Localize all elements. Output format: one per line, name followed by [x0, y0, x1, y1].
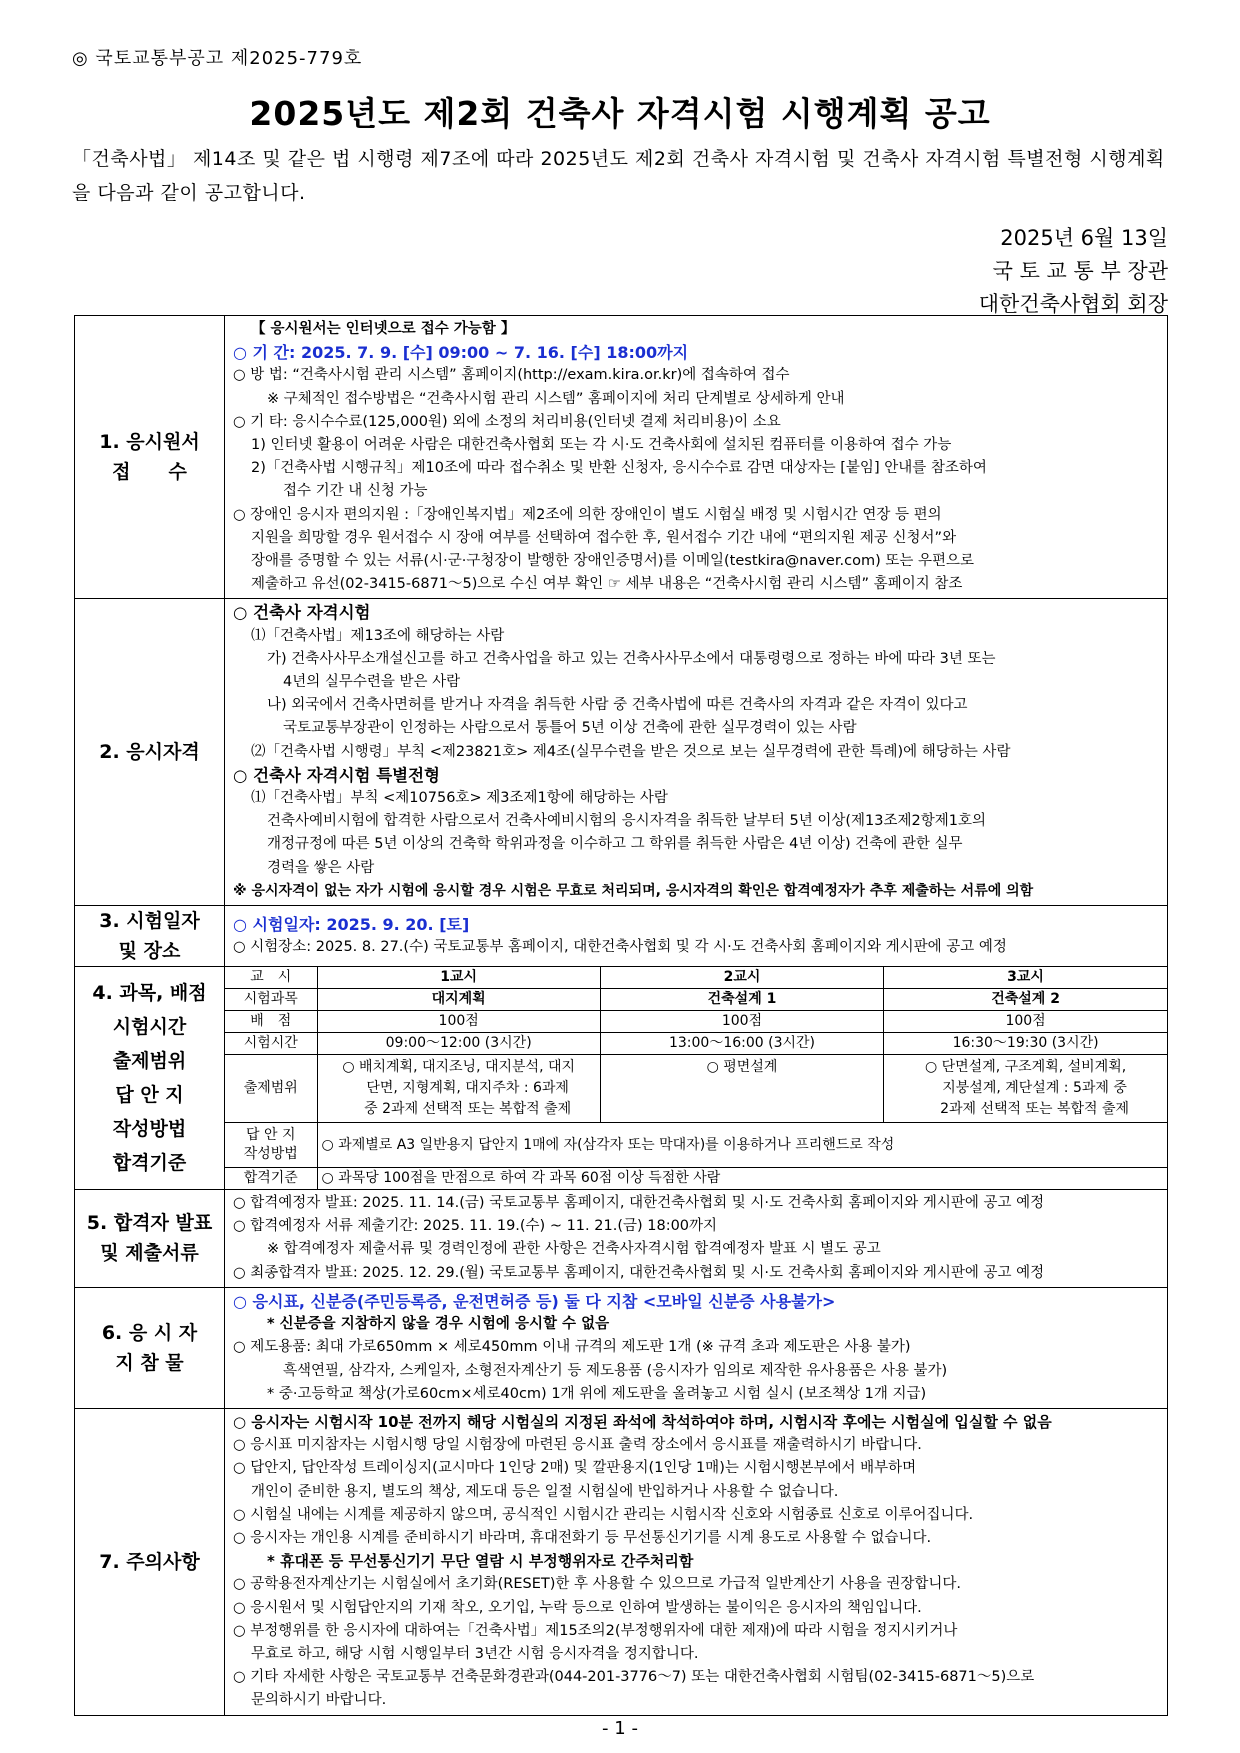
- table-cell: 건축설계 2: [884, 989, 1167, 1011]
- text-line: ○ 시험일자: 2025. 9. 20. [토]: [233, 914, 470, 934]
- text-line: ○ 장애인 응시자 편의지원 :「장애인복지법」제2조에 의한 장애인이 별도 시험실 배정 및 시험시간 연장 등 편의: [233, 506, 942, 523]
- text-line: 흑색연필, 삼각자, 스케일자, 소형전자계산기 등 제도용품 (응시자가 임의로 제작한 유사용품은 사용 불가): [283, 1362, 948, 1379]
- row-header: 배 점: [225, 1011, 317, 1033]
- text-line: ⑴「건축사법」제13조에 해당하는 사람: [251, 627, 505, 644]
- text-line: * 중·고등학교 책상(가로60cm×세로40cm) 1개 위에 제도판을 올려놓고 시험 실시 (보조책상 1개 지급): [267, 1385, 927, 1402]
- issuer-association: 대한건축사협회 회장: [978, 292, 1168, 316]
- text-line: 장애를 증명할 수 있는 서류(시·군·구청장이 발행한 장애인증명서)를 이메일(testkira@naver.com) 또는 우편으로: [251, 553, 974, 570]
- table-row: [225, 1123, 1167, 1168]
- section-label: 4. 과목, 배점 시험시간 출제범위 답 안 지 작성방법 합격기준: [75, 967, 225, 1190]
- row-header: 교 시: [225, 967, 317, 989]
- table-row: [225, 1055, 1167, 1123]
- text-line: ○ 기 간: 2025. 7. 9. [수] 09:00 ~ 7. 16. [수] 18:00까지: [233, 343, 689, 363]
- intro-paragraph: 「건축사법」 제14조 및 같은 법 시행령 제7조에 따라 2025년도 제2회 건축사 자격시험 및 건축사 자격시험 특별전형 시행계획을 다음과 같이 공고합니다.: [72, 148, 1165, 204]
- section-materials: [75, 1287, 1168, 1408]
- issuer-ministry: 국 토 교 통 부 장관: [992, 259, 1168, 283]
- text-line: ※ 구체적인 접수방법은 “건축사시험 관리 시스템” 홈페이지에 처리 단계별로 상세하게 안내: [267, 390, 845, 407]
- text-line: 접수 기간 내 신청 가능: [283, 483, 428, 500]
- text-line: ○ 기타 자세한 사항은 국토교통부 건축문화경관과(044-201-3776～7) 또는 대한건축사협회 시험팀(02-3415-6871～5)으로: [233, 1669, 1035, 1686]
- text-line: 문의하시기 바랍니다.: [251, 1692, 387, 1709]
- text-line: ○ 건축사 자격시험 특별전형: [233, 765, 440, 785]
- text-line: ○ 최종합격자 발표: 2025. 12. 29.(월) 국토교통부 홈페이지, 대한건축사협회 및 시·도 건축사회 홈페이지와 게시판에 공고 예정: [233, 1264, 1045, 1281]
- table-cell: 3교시: [884, 967, 1167, 989]
- section-label: 3. 시험일자 및 장소: [75, 906, 225, 967]
- row-header: 답 안 지 작성방법: [225, 1123, 317, 1168]
- text-line: ○ 시험장소: 2025. 8. 27.(수) 국토교통부 홈페이지, 대한건축사협회 및 각 시·도 건축사회 홈페이지와 게시판에 공고 예정: [233, 939, 1007, 956]
- text-line: ⑴「건축사법」부칙 <제10756호> 제3조제1항에 해당하는 사람: [251, 790, 668, 807]
- text-line: ○ 공학용전자계산기는 시험실에서 초기화(RESET)한 후 사용할 수 있으므로 가급적 일반계산기 사용을 권장합니다.: [233, 1576, 962, 1593]
- text-line: 나) 외국에서 건축사면허를 받거나 자격을 취득한 사람 중 건축사법에 따른 건축사의 자격과 같은 자격이 있다고: [267, 697, 968, 714]
- section-precautions: [75, 1408, 1168, 1715]
- text-line: ⑵「건축사법 시행령」부칙 <제23821호> 제4조(실무수련을 받은 것으로 보는 실무경력에 관한 특례)에 해당하는 사람: [251, 743, 1011, 760]
- text-line: 【 응시원서는 인터넷으로 접수 가능함 】: [251, 321, 516, 337]
- section-label: 7. 주의사항: [75, 1408, 225, 1715]
- text-line: * 신분증을 지참하지 않을 경우 시험에 응시할 수 없음: [267, 1316, 610, 1333]
- text-line: 1) 인터넷 활용이 어려운 사람은 대한건축사협회 또는 각 시·도 건축사회에 설치된 컴퓨터를 이용하여 접수 가능: [251, 437, 952, 454]
- row-header: 합격기준: [225, 1168, 317, 1190]
- subject-table: [225, 967, 1167, 1189]
- section-content: [225, 906, 1168, 967]
- text-line: ○ 합격예정자 발표: 2025. 11. 14.(금) 국토교통부 홈페이지, 대한건축사협회 및 시·도 건축사회 홈페이지와 게시판에 공고 예정: [233, 1195, 1045, 1212]
- signature-block: [979, 222, 1168, 321]
- exam-plan-table: [74, 315, 1168, 1716]
- notice-number: ◎ 국토교통부공고 제2025-779호: [72, 48, 363, 69]
- table-cell: 1교시: [317, 967, 600, 989]
- section-label: 2. 응시자격: [75, 599, 225, 906]
- text-line: ○ 응시표, 신분증(주민등록증, 운전면허증 등) 둘 다 지참 <모바일 신분증 사용불가>: [233, 1291, 836, 1311]
- text-line: ○ 방 법: “건축사시험 관리 시스템” 홈페이지(http://exam.kira.or.kr)에 접속하여 접수: [233, 367, 790, 384]
- text-line: 지원을 희망할 경우 원서접수 시 장애 여부를 선택하여 접수한 후, 원서접수 기간 내에 “편의지원 제공 신청서”와: [251, 529, 957, 546]
- section-content: [225, 599, 1168, 906]
- row-header: 시험과목: [225, 989, 317, 1011]
- section-label: 1. 응시원서 접 수: [75, 316, 225, 599]
- table-cell: 100점: [884, 1011, 1167, 1033]
- text-line: ○ 시험실 내에는 시계를 제공하지 않으며, 공식적인 시험시간 관리는 시험시작 신호와 시험종료 신호로 이루어집니다.: [233, 1506, 974, 1523]
- table-cell: 13:00～16:00 (3시간): [600, 1033, 883, 1055]
- section-content: [225, 316, 1168, 599]
- table-cell: ○ 배치계획, 대지조닝, 대지분석, 대지 단면, 지형계획, 대지주차 : 6과제 중 2과제 선택적 또는 복합적 출제: [317, 1055, 600, 1123]
- row-header: 시험시간: [225, 1033, 317, 1055]
- table-row: [225, 967, 1167, 989]
- section-label: 5. 합격자 발표 및 제출서류: [75, 1190, 225, 1288]
- table-cell: 대지계획: [317, 989, 600, 1011]
- section-results: [75, 1190, 1168, 1288]
- text-line: 가) 건축사사무소개설신고를 하고 건축사업을 하고 있는 건축사사무소에서 대통령령으로 정하는 바에 따라 3년 또는: [267, 650, 996, 667]
- text-line: 4년의 실무수련을 받은 사람: [283, 674, 461, 691]
- text-line: 무효로 하고, 해당 시험 시행일부터 3년간 시험 응시자격을 정지합니다.: [251, 1645, 699, 1662]
- text-line: ○ 응시자는 시험시작 10분 전까지 해당 시험실의 지정된 좌석에 착석하여야 하며, 시험시작 후에는 시험실에 입실할 수 없음: [233, 1412, 1052, 1431]
- text-line: ○ 합격예정자 서류 제출기간: 2025. 11. 19.(수) ~ 11. 21.(금) 18:00까지: [233, 1218, 718, 1235]
- text-line: ○ 응시표 미지참자는 시험시행 당일 시험장에 마련된 응시표 출력 장소에서 응시표를 재출력하시기 바랍니다.: [233, 1437, 922, 1454]
- text-line: ○ 답안지, 답안작성 트레이싱지(교시마다 1인당 2매) 및 깔판용지(1인당 1매)는 시험시행본부에서 배부하며: [233, 1460, 917, 1477]
- text-line: ○ 제도용품: 최대 가로650mm × 세로450mm 이내 규격의 제도판 1개 (※ 규격 초과 제도판은 사용 불가): [233, 1339, 911, 1356]
- table-row: [225, 1011, 1167, 1033]
- text-line: 개인이 준비한 용지, 별도의 책상, 제도대 등은 일절 시험실에 반입하거나 사용할 수 없습니다.: [251, 1483, 839, 1500]
- table-row: [225, 989, 1167, 1011]
- section-content: [225, 1408, 1168, 1715]
- table-cell: 09:00～12:00 (3시간): [317, 1033, 600, 1055]
- table-cell: 100점: [317, 1011, 600, 1033]
- section-content: [225, 967, 1168, 1190]
- section-label: 6. 응 시 자 지 참 물: [75, 1287, 225, 1408]
- table-row: [225, 1033, 1167, 1055]
- text-line: ○ 부정행위를 한 응시자에 대하여는「건축사법」제15조의2(부정행위자에 대한 제재)에 따라 시험을 정지시키거나: [233, 1622, 958, 1639]
- text-line: ○ 기 타: 응시수수료(125,000원) 외에 소정의 처리비용(인터넷 결제 처리비용)이 소요: [233, 413, 781, 430]
- section-content: [225, 1287, 1168, 1408]
- table-cell: ○ 과목당 100점을 만점으로 하여 각 과목 60점 이상 득점한 사람: [317, 1168, 1167, 1190]
- text-line: * 휴대폰 등 무선통신기기 무단 열람 시 부정행위자로 간주처리함: [267, 1552, 694, 1571]
- text-line: 건축사예비시험에 합격한 사람으로서 건축사예비시험의 응시자격을 취득한 날부터 5년 이상(제13조제2항제1호의: [267, 813, 986, 830]
- section-eligibility: [75, 599, 1168, 906]
- table-cell: ○ 평면설계: [600, 1055, 883, 1123]
- section-exam-date: [75, 906, 1168, 967]
- page-number: - 1 -: [602, 1718, 638, 1739]
- table-cell: 16:30～19:30 (3시간): [884, 1033, 1167, 1055]
- section-application: [75, 316, 1168, 599]
- table-cell: ○ 단면설계, 구조계획, 설비계획, 지붕설계, 계단설계 : 5과제 중 2과제 선택적 또는 복합적 출제: [884, 1055, 1167, 1123]
- text-line: 경력을 쌓은 사람: [267, 859, 375, 876]
- table-cell: 2교시: [600, 967, 883, 989]
- table-row: [225, 1168, 1167, 1190]
- text-line: 2)「건축사법 시행규칙」제10조에 따라 접수취소 및 반환 신청자, 응시수수료 감면 대상자는 [붙임] 안내를 참조하여: [251, 460, 987, 477]
- text-line: 제출하고 유선(02-3415-6871～5)으로 수신 여부 확인 ☞ 세부 내용은 “건축사시험 관리 시스템” 홈페이지 참조: [251, 576, 963, 593]
- text-line: ※ 합격예정자 제출서류 및 경력인정에 관한 사항은 건축사자격시험 합격예정자 발표 시 별도 공고: [267, 1241, 881, 1258]
- text-line: 국토교통부장관이 인정하는 사람으로서 통틀어 5년 이상 건축에 관한 실무경력이 있는 사람: [283, 720, 857, 737]
- row-header: 출제범위: [225, 1055, 317, 1123]
- table-cell: 100점: [600, 1011, 883, 1033]
- text-line: ○ 건축사 자격시험: [233, 603, 371, 623]
- section-content: [225, 1190, 1168, 1288]
- section-subjects: [75, 967, 1168, 1190]
- page-title: 2025년도 제2회 건축사 자격시험 시행계획 공고: [249, 94, 991, 133]
- table-cell: 건축설계 1: [600, 989, 883, 1011]
- notice-date: 2025년 6월 13일: [1000, 226, 1168, 250]
- text-line: 개정규정에 따른 5년 이상의 건축학 학위과정을 이수하고 그 학위를 취득한 사람은 4년 이상) 건축에 관한 실무: [267, 836, 963, 853]
- text-line: ※ 응시자격이 없는 자가 시험에 응시할 경우 시험은 무효로 처리되며, 응시자격의 확인은 합격예정자가 추후 제출하는 서류에 의함: [233, 882, 1034, 899]
- text-line: ○ 응시자는 개인용 시계를 준비하시기 바라며, 휴대전화기 등 무선통신기기를 시계 용도로 사용할 수 없습니다.: [233, 1529, 932, 1546]
- text-line: ○ 응시원서 및 시험답안지의 기재 착오, 오기입, 누락 등으로 인하여 발생하는 불이익은 응시자의 책임입니다.: [233, 1599, 922, 1616]
- table-cell: ○ 과제별로 A3 일반용지 답안지 1매에 자(삼각자 또는 막대자)를 이용하거나 프리핸드로 작성: [317, 1123, 1167, 1168]
